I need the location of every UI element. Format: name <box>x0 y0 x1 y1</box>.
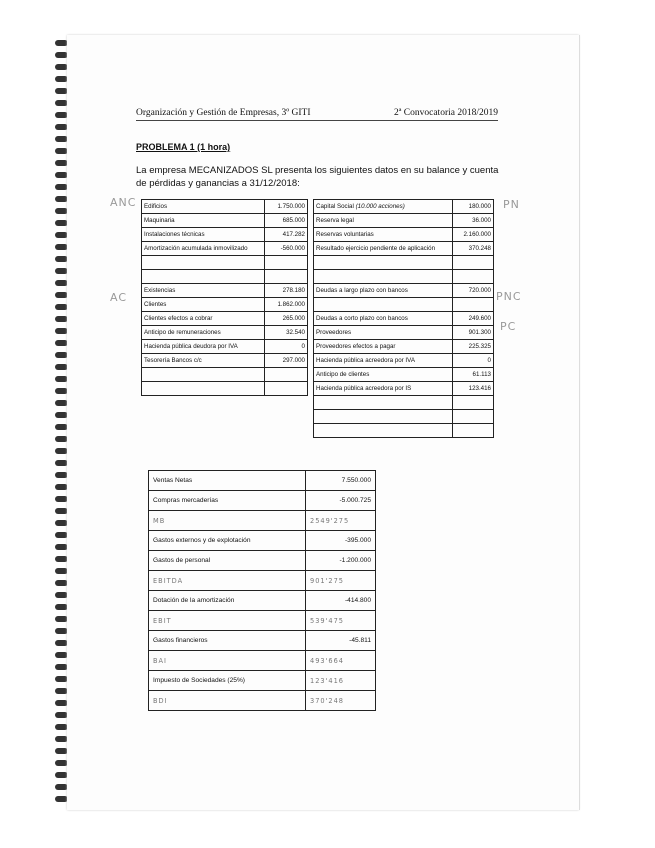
table-row <box>314 396 494 410</box>
pl-item-label: Impuesto de Sociedades (25%) <box>149 671 306 691</box>
margin-note-pnc: PNC <box>496 290 522 303</box>
account-label: Instalaciones técnicas <box>142 228 265 242</box>
account-amount: 180.000 <box>453 200 494 214</box>
account-amount: 2.160.000 <box>453 228 494 242</box>
pl-item-label: Compras mercaderías <box>149 491 306 511</box>
account-label: Proveedores <box>314 326 453 340</box>
account-amount: 720.000 <box>453 284 494 298</box>
table-row <box>149 671 376 691</box>
handwritten-value: 123'416 <box>306 671 376 691</box>
pl-item-value: -45.811 <box>306 631 376 651</box>
handwritten-value: 539'475 <box>306 611 376 631</box>
account-label: Edificios <box>142 200 265 214</box>
account-label: Anticipo de remuneraciones <box>142 326 265 340</box>
handwritten-value: 901'275 <box>306 571 376 591</box>
account-label <box>314 410 453 424</box>
account-label <box>314 298 453 312</box>
account-label <box>142 368 265 382</box>
pl-item-value: -5.000.725 <box>306 491 376 511</box>
table-row <box>149 531 376 551</box>
table-row <box>149 611 376 631</box>
table-row <box>142 368 308 382</box>
exam-session: 2ª Convocatoria 2018/2019 <box>394 108 498 118</box>
margin-note-pn: PN <box>503 198 520 211</box>
table-row <box>149 651 376 671</box>
table-row <box>314 382 494 396</box>
table-row <box>149 551 376 571</box>
account-amount: 61.113 <box>453 368 494 382</box>
table-row <box>149 591 376 611</box>
table-row <box>314 242 494 256</box>
pl-item-value: -1.200.000 <box>306 551 376 571</box>
handwritten-label: EBITDA <box>149 571 306 591</box>
table-row <box>142 326 308 340</box>
account-label <box>142 270 265 284</box>
table-row <box>149 691 376 711</box>
pl-item-value: -414.800 <box>306 591 376 611</box>
account-label <box>142 382 265 396</box>
account-label: Hacienda pública acreedora por IS <box>314 382 453 396</box>
account-label: Amortización acumulada inmovilizado <box>142 242 265 256</box>
table-row <box>314 228 494 242</box>
account-label: Clientes efectos a cobrar <box>142 312 265 326</box>
table-row <box>142 354 308 368</box>
account-amount: 265.000 <box>265 312 308 326</box>
account-amount: 370.248 <box>453 242 494 256</box>
account-amount: 1.862.000 <box>265 298 308 312</box>
balance-liabilities-table <box>313 199 494 438</box>
table-row <box>314 214 494 228</box>
page-header <box>136 108 498 121</box>
account-amount <box>265 256 308 270</box>
table-row <box>149 631 376 651</box>
account-amount: 225.325 <box>453 340 494 354</box>
handwritten-value: 493'664 <box>306 651 376 671</box>
account-label: Existencias <box>142 284 265 298</box>
pl-item-label: Ventas Netas <box>149 471 306 491</box>
table-row <box>142 382 308 396</box>
table-row <box>314 200 494 214</box>
table-row <box>314 340 494 354</box>
account-amount <box>453 396 494 410</box>
account-amount <box>453 410 494 424</box>
table-row <box>142 228 308 242</box>
account-amount: 417.282 <box>265 228 308 242</box>
account-label <box>314 256 453 270</box>
account-amount <box>453 424 494 438</box>
margin-note-pc: PC <box>500 320 517 333</box>
account-amount: 0 <box>265 340 308 354</box>
account-amount: 32.540 <box>265 326 308 340</box>
table-row <box>142 242 308 256</box>
account-label: Resultado ejercicio pendiente de aplicación <box>314 242 453 256</box>
pl-item-label: Gastos de personal <box>149 551 306 571</box>
table-row <box>142 284 308 298</box>
account-label: Clientes <box>142 298 265 312</box>
table-row <box>149 471 376 491</box>
table-row <box>142 214 308 228</box>
account-label <box>314 424 453 438</box>
account-amount: -560.000 <box>265 242 308 256</box>
account-amount: 685.000 <box>265 214 308 228</box>
pl-item-value: -395.000 <box>306 531 376 551</box>
table-row <box>149 491 376 511</box>
account-label: Proveedores efectos a pagar <box>314 340 453 354</box>
balance-assets-table <box>141 199 308 396</box>
table-row <box>314 326 494 340</box>
account-label: Hacienda pública deudora por IVA <box>142 340 265 354</box>
table-row <box>142 312 308 326</box>
pl-item-label: Dotación de la amortización <box>149 591 306 611</box>
table-row <box>314 256 494 270</box>
account-amount: 901.300 <box>453 326 494 340</box>
account-label <box>142 256 265 270</box>
table-row <box>142 340 308 354</box>
table-row <box>314 312 494 326</box>
table-row <box>314 424 494 438</box>
table-row <box>142 256 308 270</box>
margin-note-anc: ANC <box>110 196 137 209</box>
table-row <box>314 354 494 368</box>
account-amount: 1.750.000 <box>265 200 308 214</box>
account-amount: 249.600 <box>453 312 494 326</box>
account-amount <box>453 270 494 284</box>
problem-title: PROBLEMA 1 (1 hora) <box>136 142 231 152</box>
course-title: Organización y Gestión de Empresas, 3º GITI <box>136 108 311 118</box>
account-label: Anticipo de clientes <box>314 368 453 382</box>
account-amount <box>453 298 494 312</box>
table-row <box>314 368 494 382</box>
account-amount: 36.000 <box>453 214 494 228</box>
handwritten-label: EBIT <box>149 611 306 631</box>
account-amount: 123.416 <box>453 382 494 396</box>
account-amount: 297.000 <box>265 354 308 368</box>
handwritten-label: BAI <box>149 651 306 671</box>
table-row <box>142 270 308 284</box>
account-label <box>314 270 453 284</box>
pl-item-label: Gastos financieros <box>149 631 306 651</box>
account-label: Hacienda pública acreedora por IVA <box>314 354 453 368</box>
account-amount <box>265 382 308 396</box>
table-row <box>149 571 376 591</box>
margin-note-ac: AC <box>110 291 128 304</box>
income-statement-table <box>148 470 376 711</box>
pl-item-label: Gastos externos y de explotación <box>149 531 306 551</box>
table-row <box>142 298 308 312</box>
handwritten-label: MB <box>149 511 306 531</box>
account-amount <box>265 368 308 382</box>
table-row <box>314 298 494 312</box>
account-amount <box>453 256 494 270</box>
table-row <box>142 200 308 214</box>
table-row <box>314 270 494 284</box>
handwritten-label: BDI <box>149 691 306 711</box>
handwritten-value: 2549'275 <box>306 511 376 531</box>
account-label: Reservas voluntarias <box>314 228 453 242</box>
account-label: Capital Social (10.000 acciones) <box>314 200 453 214</box>
account-label <box>314 396 453 410</box>
account-amount <box>265 270 308 284</box>
account-label: Tesorería Bancos c/c <box>142 354 265 368</box>
account-label: Deudas a largo plazo con bancos <box>314 284 453 298</box>
account-label: Deudas a corto plazo con bancos <box>314 312 453 326</box>
account-label: Maquinaria <box>142 214 265 228</box>
pl-item-value: 7.550.000 <box>306 471 376 491</box>
table-row <box>149 511 376 531</box>
table-row <box>314 410 494 424</box>
account-amount: 278.180 <box>265 284 308 298</box>
account-amount: 0 <box>453 354 494 368</box>
handwritten-value: 370'248 <box>306 691 376 711</box>
table-row <box>314 284 494 298</box>
account-label: Reserva legal <box>314 214 453 228</box>
problem-intro: La empresa MECANIZADOS SL presenta los siguientes datos en su balance y cuenta de pérdidas y ganancias a 31/12/2018: <box>136 165 499 189</box>
